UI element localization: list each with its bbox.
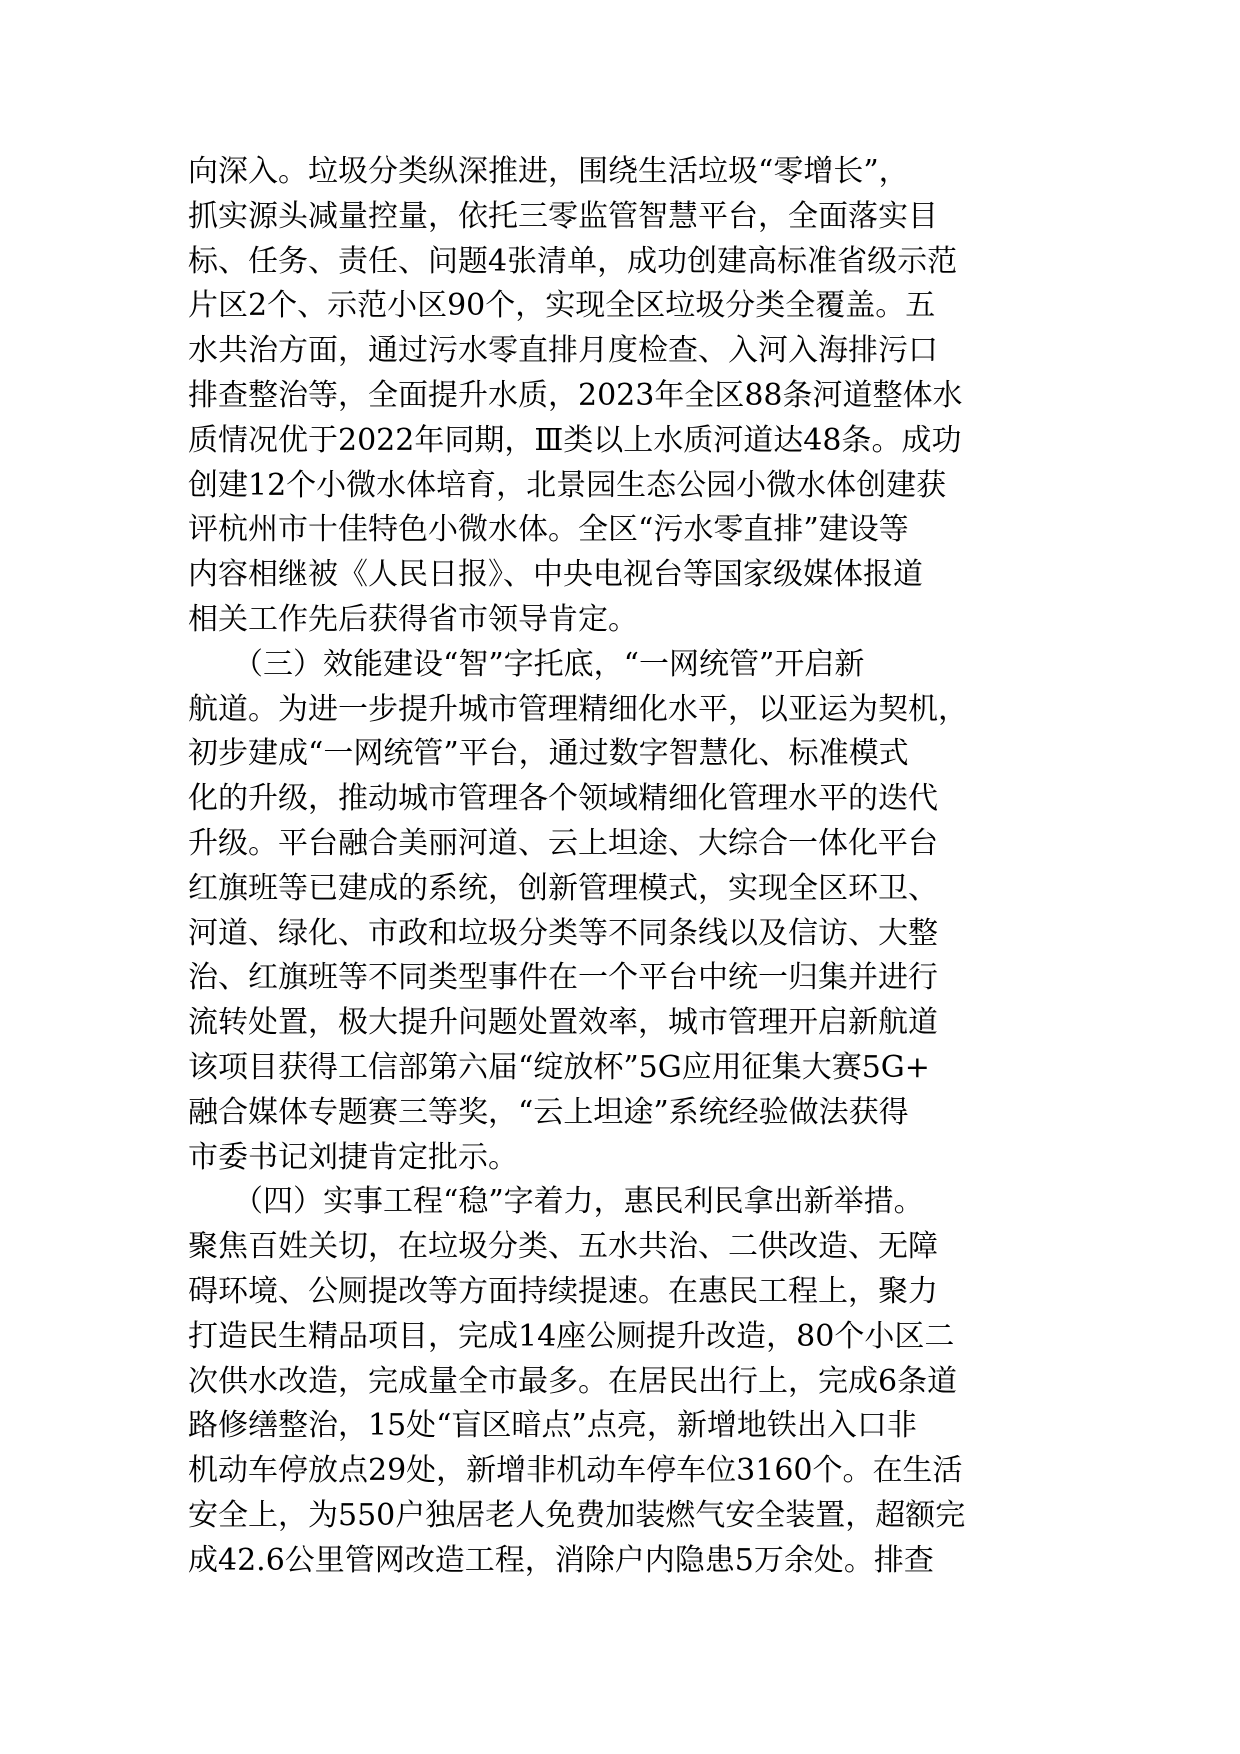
text-line: 质情况优于2022年同期，Ⅲ类以上水质河道达48条。成功 [188,422,962,458]
text-line: 升级。平台融合美丽河道、云上坦途、大综合一体化平台 [188,825,938,861]
text-line: 向深入。垃圾分类纵深推进，围绕生活垃圾“零增长”， [188,154,909,189]
text-line: 路修缮整治，15处“盲区暗点”点亮，新增地铁出入口非 [188,1408,917,1444]
text-line: 河道、绿化、市政和垃圾分类等不同条线以及信访、大整 [188,915,938,951]
text-line: 片区2个、示范小区90个，实现全区垃圾分类全覆盖。五 [188,288,936,324]
text-line: 融合媒体专题赛三等奖，“云上坦途”系统经验做法获得 [188,1094,909,1130]
text-line: 红旗班等已建成的系统，创新管理模式，实现全区环卫、 [188,870,938,906]
text-line: 标、任务、责任、问题4张清单，成功创建高标准省级示范 [188,243,958,279]
text-line: 内容相继被《人民日报》、中央电视台等国家级媒体报道 [188,557,923,593]
text-line: 聚焦百姓关切，在垃圾分类、五水共治、二供改造、无障 [188,1229,938,1265]
text-line: 安全上，为550户独居老人免费加装燃气安全装置，超额完 [188,1497,966,1533]
text-line: （三）效能建设“智”字托底，“一网统管”开启新 [188,646,865,682]
text-line: 创建12个小微水体培育，北景园生态公园小微水体创建获 [188,467,947,503]
body-text [188,150,1058,1584]
text-line: 相关工作先后获得省市领导肯定。 [188,601,638,637]
text-line: （四）实事工程“稳”字着力，惠民利民拿出新举措。 [188,1184,924,1220]
text-line: 机动车停放点29处，新增非机动车停车位3160个。在生活 [188,1453,963,1489]
text-line: 航道。为进一步提升城市管理精细化水平，以亚运为契机， [188,691,968,727]
text-line: 治、红旗班等不同类型事件在一个平台中统一归集并进行 [188,960,938,996]
text-line: 次供水改造，完成量全市最多。在居民出行上，完成6条道 [188,1363,958,1399]
text-line: 碍环境、公厕提改等方面持续提速。在惠民工程上，聚力 [188,1273,938,1309]
text-line: 水共治方面，通过污水零直排月度检查、入河入海排污口 [188,333,938,369]
text-line: 初步建成“一网统管”平台，通过数字智慧化、标准模式 [188,736,909,772]
text-line: 排查整治等，全面提升水质，2023年全区88条河道整体水 [188,377,963,413]
text-line: 成42.6公里管网改造工程，消除户内隐患5万余处。排查 [188,1542,934,1578]
text-line: 流转处置，极大提升问题处置效率，城市管理开启新航道 [188,1005,938,1041]
text-line: 该项目获得工信部第六届“绽放杯”5G应用征集大赛5G+ [188,1049,930,1085]
text-line: 打造民生精品项目，完成14座公厕提升改造，80个小区二 [188,1318,955,1354]
text-line: 市委书记刘捷肯定批示。 [188,1139,518,1175]
text-line: 评杭州市十佳特色小微水体。全区“污水零直排”建设等 [188,512,909,548]
text-line: 化的升级，推动城市管理各个领域精细化管理水平的迭代 [188,781,938,817]
text-line: 抓实源头减量控量，依托三零监管智慧平台，全面落实目 [188,198,938,234]
